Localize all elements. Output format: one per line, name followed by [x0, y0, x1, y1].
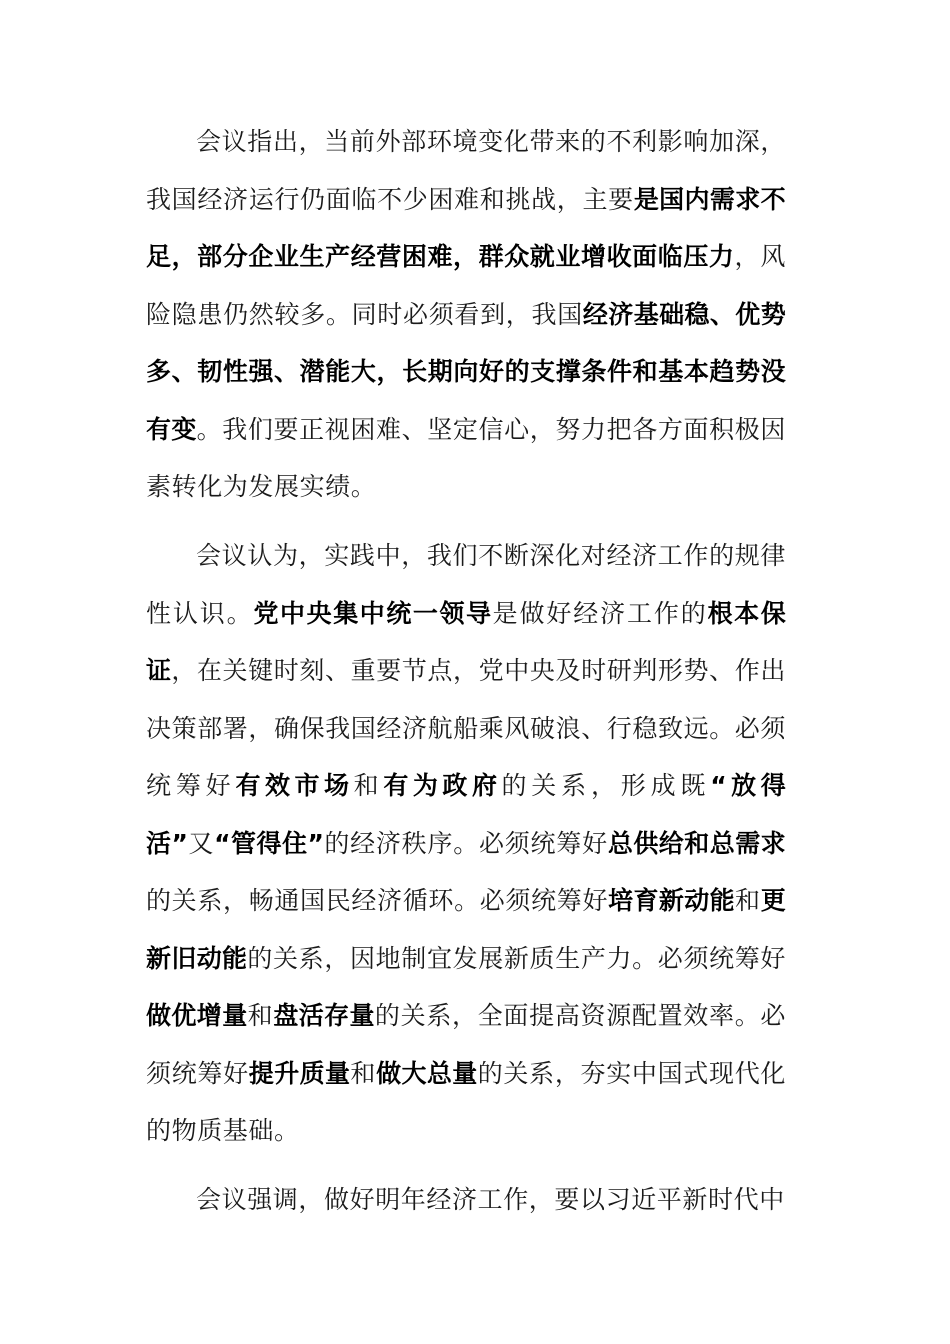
emphasis-text: “放得活”: [146, 771, 787, 858]
body-text: 和: [735, 886, 761, 915]
emphasis-text: 是国内需求不足，部分企业生产经营困难，群众就业增收面临压力: [146, 184, 786, 271]
body-text: 会议强调，做好明年经济工作，要以习近平新时代中: [196, 1185, 785, 1214]
emphasis-text: 做大总量: [376, 1058, 478, 1088]
emphasis-text: “管得住”: [214, 828, 325, 858]
body-text: 的关系，因地制宜发展新质生产力。必须统筹好: [247, 943, 786, 973]
body-text: 的关系，夯实中国式现代化的物质基础。: [146, 1058, 787, 1145]
emphasis-text: 做优增量: [146, 1001, 248, 1030]
emphasis-text: 盘活存量: [273, 1001, 375, 1030]
body-text: 的经济秩序。必须统筹好: [324, 828, 608, 858]
body-text: 会议指出，当前外部环境变化带来的不利影响加深，我国经济运行仍面临不少困难和挑战，主要: [146, 127, 786, 214]
body-text: 是做好经济工作的: [492, 598, 708, 628]
emphasis-text: 总供给和总需求: [607, 828, 786, 858]
emphasis-text: 党中央集中统一领导: [253, 598, 493, 628]
emphasis-text: 根本保证: [146, 598, 786, 685]
emphasis-text: 培育新动能: [608, 886, 735, 915]
body-text: 会议认为，实践中，我们不断深化对经济工作的规律性认识。: [146, 541, 786, 628]
body-text: 的关系，形成既: [501, 771, 711, 800]
paragraph-next-year-work: [146, 1171, 786, 1229]
body-text: 又: [188, 828, 215, 858]
body-text: 和: [353, 771, 384, 800]
emphasis-text: 有效市场: [235, 771, 354, 800]
body-text: 和: [350, 1058, 377, 1088]
paragraph-economic-challenges: [146, 113, 786, 516]
body-text: ，风险隐患仍然较多。同时必须看到，我国: [146, 242, 787, 329]
body-text: 的关系，畅通国民经济循环。必须统筹好: [146, 886, 609, 915]
emphasis-text: 经济基础稳、优势多、韧性强、潜能大，长期向好的支撑条件和基本趋势没有变: [146, 299, 787, 444]
body-text: 。我们要正视困难、坚定信心，努力把各方面积极因素转化为发展实绩。: [146, 414, 786, 501]
body-text: 和: [247, 1001, 274, 1030]
emphasis-text: 有为政府: [383, 771, 502, 800]
body-text: ，在关键时刻、重要节点，党中央及时研判形势、作出决策部署，确保我国经济航船乘风破浪、行稳致远。必须统筹好: [146, 656, 787, 800]
emphasis-text: 提升质量: [248, 1058, 351, 1088]
paragraph-economic-work-principles: [146, 527, 786, 1160]
body-text: 的关系，全面提高资源配置效率。必须统筹好: [146, 1001, 787, 1088]
emphasis-text: 更新旧动能: [146, 886, 786, 973]
